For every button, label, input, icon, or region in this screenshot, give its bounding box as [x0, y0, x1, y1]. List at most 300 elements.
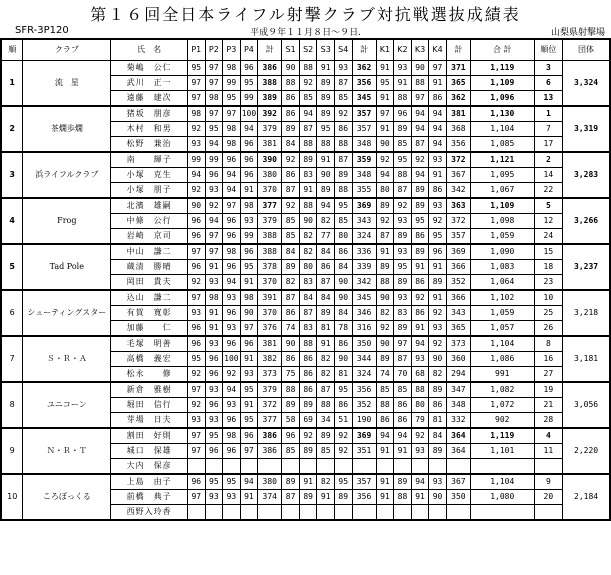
- score-cell: [223, 459, 241, 475]
- club-name-cell: 茶燗歩燗: [23, 106, 111, 152]
- score-cell: 88: [299, 137, 317, 153]
- score-cell: 367: [446, 474, 470, 490]
- score-cell: 89: [282, 260, 300, 275]
- score-cell: 90: [299, 214, 317, 229]
- score-cell: 87: [394, 183, 412, 199]
- score-cell: 89: [317, 183, 335, 199]
- score-cell: 96: [188, 336, 206, 352]
- score-cell: 371: [446, 61, 470, 76]
- score-cell: 348: [352, 168, 376, 183]
- rank-cell: 17: [534, 137, 563, 153]
- score-cell: 89: [411, 198, 429, 214]
- score-cell: 350: [446, 490, 470, 505]
- score-cell: 92: [376, 214, 394, 229]
- team-seq-cell: 4: [1, 198, 23, 244]
- score-cell: 364: [446, 428, 470, 444]
- score-cell: 369: [352, 428, 376, 444]
- score-cell: 97: [205, 229, 223, 245]
- score-cell: 96: [205, 444, 223, 459]
- score-cell: 84: [282, 244, 300, 260]
- score-cell: 373: [446, 336, 470, 352]
- score-cell: 356: [352, 490, 376, 505]
- score-cell: 377: [258, 198, 282, 214]
- score-cell: 344: [352, 352, 376, 367]
- rank-cell: 11: [534, 444, 563, 459]
- score-cell: 98: [240, 290, 258, 306]
- score-cell: 96: [223, 152, 241, 168]
- score-cell: 86: [394, 413, 412, 429]
- score-cell: 85: [376, 382, 394, 398]
- score-cell: 86: [429, 183, 447, 199]
- score-cell: 96: [205, 398, 223, 413]
- score-cell: 96: [240, 244, 258, 260]
- score-cell: 369: [352, 198, 376, 214]
- score-cell: 94: [240, 474, 258, 490]
- score-cell: [205, 505, 223, 521]
- score-cell: 96: [240, 152, 258, 168]
- score-cell: 86: [429, 91, 447, 107]
- shooter-name-cell: 菊嶋 公仁: [111, 61, 188, 76]
- score-cell: 86: [411, 306, 429, 321]
- score-cell: 89: [429, 275, 447, 291]
- score-cell: 85: [317, 444, 335, 459]
- score-cell: 342: [352, 275, 376, 291]
- club-name-cell: ころぼっくる: [23, 474, 111, 520]
- rank-cell: 21: [534, 398, 563, 413]
- score-cell: 95: [223, 91, 241, 107]
- score-cell: [299, 505, 317, 521]
- shooter-name-cell: 前橋 典子: [111, 490, 188, 505]
- score-cell: 351: [352, 444, 376, 459]
- score-cell: 86: [282, 106, 300, 122]
- score-cell: 97: [429, 61, 447, 76]
- col-header: K3: [411, 39, 429, 61]
- score-cell: 86: [299, 367, 317, 383]
- score-cell: 89: [317, 306, 335, 321]
- shooter-name-cell: 西野入玲香: [111, 505, 188, 521]
- score-cell: 94: [223, 382, 241, 398]
- rank-cell: 20: [534, 490, 563, 505]
- score-cell: 80: [299, 260, 317, 275]
- score-cell: 386: [258, 444, 282, 459]
- score-cell: 93: [394, 214, 412, 229]
- score-cell: 74: [282, 321, 300, 337]
- score-cell: 87: [282, 490, 300, 505]
- score-cell: 355: [352, 183, 376, 199]
- score-cell: 82: [429, 367, 447, 383]
- score-cell: 89: [394, 275, 412, 291]
- score-cell: 92: [334, 428, 352, 444]
- score-cell: 86: [429, 398, 447, 413]
- score-cell: [258, 505, 282, 521]
- rank-cell: 26: [534, 321, 563, 337]
- score-cell: 356: [352, 76, 376, 91]
- score-cell: 93: [188, 137, 206, 153]
- score-cell: 94: [240, 122, 258, 137]
- score-cell: 96: [205, 352, 223, 367]
- shooter-name-cell: 加藤 仁: [111, 321, 188, 337]
- score-cell: 96: [240, 61, 258, 76]
- score-cell: 84: [299, 290, 317, 306]
- score-cell: [429, 505, 447, 521]
- score-cell: 357: [446, 229, 470, 245]
- score-cell: [376, 459, 394, 475]
- score-cell: 89: [282, 122, 300, 137]
- score-cell: 345: [352, 91, 376, 107]
- score-cell: 89: [334, 490, 352, 505]
- score-cell: 343: [446, 306, 470, 321]
- team-total-cell: 2,184: [563, 474, 610, 520]
- score-cell: 91: [429, 168, 447, 183]
- score-cell: [282, 505, 300, 521]
- score-cell: 99: [188, 152, 206, 168]
- score-cell: 93: [223, 321, 241, 337]
- score-cell: 379: [258, 382, 282, 398]
- score-cell: 91: [411, 321, 429, 337]
- score-cell: 294: [446, 367, 470, 383]
- score-cell: 379: [258, 122, 282, 137]
- score-cell: 83: [299, 275, 317, 291]
- score-cell: 88: [411, 76, 429, 91]
- score-cell: 86: [317, 260, 335, 275]
- col-header: K2: [394, 39, 412, 61]
- score-cell: 82: [317, 474, 335, 490]
- col-header: S1: [282, 39, 300, 61]
- score-cell: 81: [334, 367, 352, 383]
- col-header: K4: [429, 39, 447, 61]
- table-row: [1, 290, 610, 306]
- score-cell: 95: [394, 260, 412, 275]
- score-cell: 87: [334, 152, 352, 168]
- score-cell: 100: [240, 106, 258, 122]
- rank-cell: 15: [534, 244, 563, 260]
- rank-cell: 7: [534, 122, 563, 137]
- score-cell: 324: [352, 367, 376, 383]
- score-cell: 357: [352, 474, 376, 490]
- score-cell: 94: [394, 428, 412, 444]
- score-cell: 362: [352, 61, 376, 76]
- score-cell: 100: [223, 352, 241, 367]
- score-cell: 86: [376, 413, 394, 429]
- score-cell: 58: [282, 413, 300, 429]
- score-cell: 87: [317, 382, 335, 398]
- score-cell: 92: [205, 198, 223, 214]
- score-cell: 374: [258, 490, 282, 505]
- score-cell: 96: [282, 428, 300, 444]
- score-cell: 386: [258, 428, 282, 444]
- score-cell: 87: [334, 76, 352, 91]
- score-cell: [240, 505, 258, 521]
- col-header: K1: [376, 39, 394, 61]
- score-cell: 86: [334, 398, 352, 413]
- score-cell: 97: [223, 106, 241, 122]
- grand-total-cell: 1,109: [470, 76, 534, 91]
- score-cell: 92: [188, 367, 206, 383]
- score-cell: 94: [223, 275, 241, 291]
- score-cell: 350: [352, 336, 376, 352]
- score-cell: 90: [282, 336, 300, 352]
- score-cell: 94: [411, 168, 429, 183]
- score-cell: 88: [317, 137, 335, 153]
- score-cell: 89: [282, 474, 300, 490]
- col-header: 計: [352, 39, 376, 61]
- score-cell: 86: [334, 244, 352, 260]
- score-cell: 95: [240, 382, 258, 398]
- score-cell: 87: [411, 137, 429, 153]
- score-cell: 97: [376, 106, 394, 122]
- score-cell: 91: [317, 61, 335, 76]
- score-cell: 88: [299, 198, 317, 214]
- score-cell: 86: [299, 352, 317, 367]
- grand-total-cell: 1,102: [470, 290, 534, 306]
- score-cell: 372: [446, 214, 470, 229]
- rank-cell: 13: [534, 91, 563, 107]
- score-cell: 368: [446, 122, 470, 137]
- score-cell: 97: [188, 244, 206, 260]
- score-cell: 96: [394, 106, 412, 122]
- col-header: P1: [188, 39, 206, 61]
- score-cell: 89: [411, 183, 429, 199]
- score-cell: 91: [411, 490, 429, 505]
- score-cell: 85: [334, 91, 352, 107]
- score-cell: 357: [352, 106, 376, 122]
- score-cell: 97: [394, 336, 412, 352]
- shooter-name-cell: 小塚 克生: [111, 168, 188, 183]
- score-cell: 372: [258, 398, 282, 413]
- rank-cell: [534, 505, 563, 521]
- score-cell: 90: [376, 137, 394, 153]
- score-cell: 90: [411, 61, 429, 76]
- score-cell: 91: [376, 490, 394, 505]
- score-cell: 95: [334, 474, 352, 490]
- score-cell: 91: [205, 321, 223, 337]
- table-row: [1, 244, 610, 260]
- score-cell: 92: [282, 198, 300, 214]
- score-cell: 376: [258, 321, 282, 337]
- club-name-cell: 流 星: [23, 61, 111, 107]
- rank-cell: 27: [534, 367, 563, 383]
- score-cell: 85: [282, 444, 300, 459]
- score-cell: 97: [188, 91, 206, 107]
- score-cell: 89: [299, 444, 317, 459]
- rank-cell: 8: [534, 336, 563, 352]
- score-cell: 91: [240, 183, 258, 199]
- shooter-name-cell: 北濱 雄嗣: [111, 198, 188, 214]
- score-cell: 96: [223, 336, 241, 352]
- score-cell: 96: [223, 306, 241, 321]
- grand-total-cell: 1,119: [470, 428, 534, 444]
- club-name-cell: Frog: [23, 198, 111, 244]
- score-cell: 94: [317, 198, 335, 214]
- score-cell: 89: [317, 106, 335, 122]
- score-cell: 77: [317, 229, 335, 245]
- score-cell: 93: [429, 321, 447, 337]
- shooter-name-cell: 小塚 朋子: [111, 183, 188, 199]
- score-cell: [446, 505, 470, 521]
- score-cell: 91: [240, 398, 258, 413]
- col-header: 合 計: [470, 39, 534, 61]
- score-cell: 93: [411, 444, 429, 459]
- team-total-cell: 3,237: [563, 244, 610, 290]
- score-cell: 89: [429, 382, 447, 398]
- team-seq-cell: 7: [1, 336, 23, 382]
- grand-total-cell: 1,109: [470, 198, 534, 214]
- score-cell: 88: [334, 137, 352, 153]
- col-header: 団体: [563, 39, 610, 61]
- score-cell: 97: [205, 76, 223, 91]
- score-cell: 93: [205, 382, 223, 398]
- score-cell: 362: [446, 91, 470, 107]
- grand-total-cell: 1,085: [470, 137, 534, 153]
- rank-cell: 12: [534, 214, 563, 229]
- score-cell: 88: [299, 61, 317, 76]
- score-cell: 92: [299, 428, 317, 444]
- score-cell: 91: [376, 444, 394, 459]
- event-code: SFR-3P120: [15, 25, 69, 36]
- score-cell: 34: [317, 413, 335, 429]
- shooter-name-cell: 岩崎 京司: [111, 229, 188, 245]
- score-cell: 91: [205, 306, 223, 321]
- score-cell: 82: [376, 306, 394, 321]
- score-cell: 90: [334, 290, 352, 306]
- rank-cell: 22: [534, 183, 563, 199]
- table-row: [1, 336, 610, 352]
- score-cell: 85: [394, 137, 412, 153]
- score-cell: 69: [299, 413, 317, 429]
- shooter-name-cell: 中山 謙二: [111, 244, 188, 260]
- grand-total-cell: 1,067: [470, 183, 534, 199]
- score-cell: 316: [352, 321, 376, 337]
- score-cell: 86: [411, 275, 429, 291]
- score-cell: 79: [411, 413, 429, 429]
- score-cell: 89: [317, 428, 335, 444]
- score-cell: 381: [258, 137, 282, 153]
- score-cell: 80: [376, 183, 394, 199]
- score-cell: 359: [352, 152, 376, 168]
- score-cell: 96: [223, 229, 241, 245]
- score-cell: 95: [188, 352, 206, 367]
- table-row: [1, 382, 610, 398]
- score-cell: 91: [376, 474, 394, 490]
- score-cell: 85: [282, 229, 300, 245]
- score-cell: 89: [334, 168, 352, 183]
- score-cell: 96: [205, 168, 223, 183]
- score-cell: 85: [282, 214, 300, 229]
- rank-cell: 28: [534, 413, 563, 429]
- score-cell: 88: [317, 398, 335, 413]
- event-date: 平成９年１１月８日～９日.: [250, 28, 361, 38]
- score-cell: 88: [376, 398, 394, 413]
- score-cell: [446, 459, 470, 475]
- rank-cell: [534, 459, 563, 475]
- score-cell: 96: [205, 367, 223, 383]
- score-cell: 97: [205, 61, 223, 76]
- score-cell: 345: [352, 290, 376, 306]
- score-cell: 90: [334, 352, 352, 367]
- score-cell: [376, 505, 394, 521]
- score-cell: 89: [394, 229, 412, 245]
- score-cell: 89: [429, 444, 447, 459]
- score-cell: 87: [282, 290, 300, 306]
- club-name-cell: ユニコーン: [23, 382, 111, 428]
- shooter-name-cell: 毛塚 明善: [111, 336, 188, 352]
- score-cell: 96: [188, 260, 206, 275]
- score-cell: 380: [258, 168, 282, 183]
- score-cell: 89: [376, 260, 394, 275]
- score-cell: 386: [258, 61, 282, 76]
- col-header: 順位: [534, 39, 563, 61]
- score-cell: 95: [376, 76, 394, 91]
- col-header: 順: [1, 39, 23, 61]
- score-cell: 99: [223, 76, 241, 91]
- rank-cell: 6: [534, 76, 563, 91]
- score-cell: 97: [188, 490, 206, 505]
- score-cell: 91: [317, 336, 335, 352]
- score-cell: 392: [258, 106, 282, 122]
- grand-total-cell: 1,104: [470, 336, 534, 352]
- score-cell: 95: [223, 474, 241, 490]
- score-cell: 89: [411, 244, 429, 260]
- score-cell: 93: [188, 413, 206, 429]
- score-cell: 89: [299, 152, 317, 168]
- club-name-cell: Tad Pole: [23, 244, 111, 290]
- score-cell: 92: [188, 122, 206, 137]
- shooter-name-cell: 込山 謙二: [111, 290, 188, 306]
- score-cell: 382: [258, 352, 282, 367]
- score-cell: 94: [299, 106, 317, 122]
- score-cell: 92: [394, 198, 412, 214]
- score-cell: 96: [240, 336, 258, 352]
- score-cell: [352, 459, 376, 475]
- shooter-name-cell: 大内 保彦: [111, 459, 188, 475]
- score-cell: 96: [223, 413, 241, 429]
- col-header: S4: [334, 39, 352, 61]
- team-seq-cell: 1: [1, 61, 23, 107]
- score-cell: 97: [188, 290, 206, 306]
- score-cell: 98: [223, 428, 241, 444]
- score-cell: 89: [299, 490, 317, 505]
- score-cell: 97: [411, 91, 429, 107]
- score-cell: 99: [240, 229, 258, 245]
- grand-total-cell: 1,083: [470, 260, 534, 275]
- grand-total-cell: 1,104: [470, 474, 534, 490]
- score-cell: 85: [334, 214, 352, 229]
- score-cell: 89: [299, 398, 317, 413]
- grand-total-cell: 1,064: [470, 275, 534, 291]
- score-cell: 370: [258, 275, 282, 291]
- score-cell: 97: [240, 444, 258, 459]
- score-cell: 93: [223, 398, 241, 413]
- score-cell: 91: [429, 260, 447, 275]
- club-name-cell: 浜ライフルクラブ: [23, 152, 111, 198]
- score-cell: 94: [411, 474, 429, 490]
- shooter-name-cell: 岡田 貴夫: [111, 275, 188, 291]
- score-cell: 86: [299, 382, 317, 398]
- score-cell: 93: [334, 61, 352, 76]
- score-cell: 94: [205, 214, 223, 229]
- shooter-name-cell: 遠藤 建次: [111, 91, 188, 107]
- score-cell: 68: [411, 367, 429, 383]
- score-cell: 91: [376, 122, 394, 137]
- shooter-name-cell: 武川 正一: [111, 76, 188, 91]
- score-cell: 363: [446, 198, 470, 214]
- score-cell: 95: [205, 474, 223, 490]
- score-cell: 93: [240, 214, 258, 229]
- shooter-name-cell: 割田 好則: [111, 428, 188, 444]
- score-cell: [394, 459, 412, 475]
- score-cell: 89: [317, 91, 335, 107]
- score-cell: 98: [188, 106, 206, 122]
